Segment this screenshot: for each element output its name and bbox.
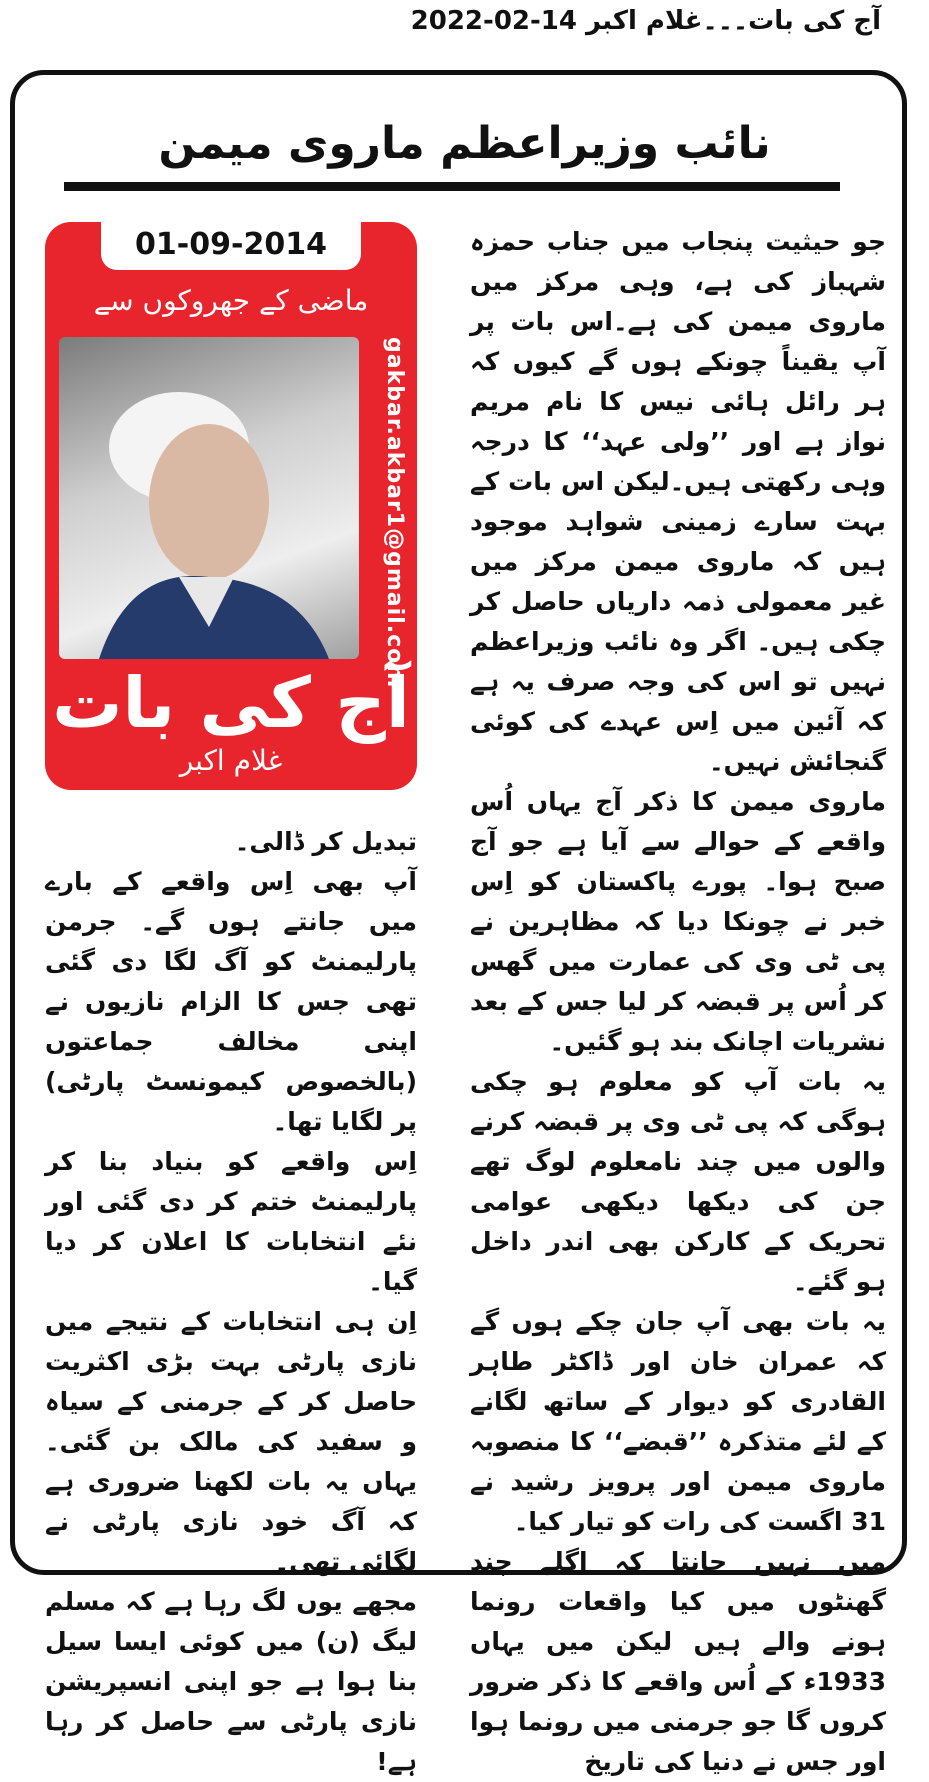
banner-date: 01-09-2014 [101, 222, 361, 270]
left-text-column [45, 822, 417, 1782]
author-name: غلام اکبر [179, 744, 283, 777]
column-banner [45, 222, 417, 790]
title-divider [64, 182, 840, 191]
banner-subtitle: ماضی کے جھروکوں سے [93, 284, 369, 317]
paragraph: میں نہیں جانتا کہ اگلے چند گھنٹوں میں کیا واقعات رونما ہونے والے ہیں لیکن میں یہاں 1933ء کے اُس واقعے کا ذکر ضرور کروں گا جو جرمنی میں رونما ہوا اور جس نے دنیا کی تاریخ [470, 1547, 886, 1776]
paragraph: مجھے یوں لگ رہا ہے کہ مسلم لیگ (ن) میں کوئی ایسا سیل بنا ہوا ہے جو اپنی انسپریشن نازی پارٹی سے حاصل کر رہا ہے! [45, 1587, 417, 1776]
right-text-column [470, 222, 886, 1782]
author-photo [59, 337, 359, 659]
paragraph: یہ بات آپ کو معلوم ہو چکی ہوگی کہ پی ٹی وی پر قبضہ کرنے والوں میں چند نامعلوم لوگ تھے جن کی دیکھا دیکھی عوامی تحریک کے کارکن بھی اندر داخل ہو گئے۔ [470, 1067, 886, 1296]
paragraph: اِس واقعے کو بنیاد بنا کر پارلیمنٹ ختم کر دی گئی اور نئے انتخابات کا اعلان کر دیا گیا۔ [45, 1147, 417, 1296]
author-portrait-icon [59, 337, 359, 659]
paragraph: ماروی میمن کا ذکر آج یہاں اُس واقعے کے حوالے سے آیا ہے جو آج صبح ہوا۔ پورے پاکستان کو اِس خبر نے چونکا دیا کہ مظاہرین نے پی ٹی وی کی عمارت میں گھس کر اُس پر قبضہ کر لیا جس کے بعد نشریات اچانک بند ہو گئیں۔ [470, 787, 886, 1056]
paragraph: جو حیثیت پنجاب میں جناب حمزہ شہباز کی ہے، وہی مرکز میں ماروی میمن کی ہے۔اس بات پر آپ یقیناً چونکے ہوں گے کیوں کہ ہر رائل ہائی نیس کا نام مریم نواز ہے اور ’’ولی عہد‘‘ کا درجہ وہی رکھتی ہیں۔لیکن اس بات کے بہت سارے زمینی شواہد موجود ہیں کہ ماروی میمن مرکز میں غیر معمولی ذمہ داریاں حاصل کر چکی ہیں۔ اگر وہ نائب وزیراعظم نہیں تو اس کی وجہ صرف یہ ہے کہ آئین میں اِس عہدے کی کوئی گنجائش نہیں۔ [470, 227, 886, 776]
article-title: نائب وزیراعظم ماروی میمن [158, 118, 771, 169]
column-brand: آج کی بات [52, 662, 410, 744]
paragraph: آپ بھی اِس واقعے کے بارے میں جانتے ہوں گے۔ جرمن پارلیمنٹ کو آگ لگا دی گئی تھی جس کا الزام نازیوں نے اپنی مخالف جماعتوں (بالخصوص کیمونسٹ پارٹی) پر لگایا تھا۔ [45, 867, 417, 1136]
paragraph: یہ بات بھی آپ جان چکے ہوں گے کہ عمران خان اور ڈاکٹر طاہر القادری کو دیوار کے ساتھ لگانے کے لئے متذکرہ ’’قبضے‘‘ کا منصوبہ ماروی میمن اور پرویز رشید نے 31 اگست کی رات کو تیار کیا۔ [470, 1307, 886, 1536]
author-email: gakbar.akbar1@gmail.com [382, 337, 407, 689]
paragraph: تبدیل کر ڈالی۔ [234, 827, 417, 856]
paragraph: اِن ہی انتخابات کے نتیجے میں نازی پارٹی بہت بڑی اکثریت حاصل کر کے جرمنی کے سیاہ و سفید کی مالک بن گئی۔ یہاں یہ بات لکھنا ضروری ہے کہ آگ خود نازی پارٹی نے لگائی تھی۔ [45, 1307, 417, 1576]
header-byline: آج کی بات۔۔۔غلام اکبر 14-02-2022 [410, 6, 881, 36]
